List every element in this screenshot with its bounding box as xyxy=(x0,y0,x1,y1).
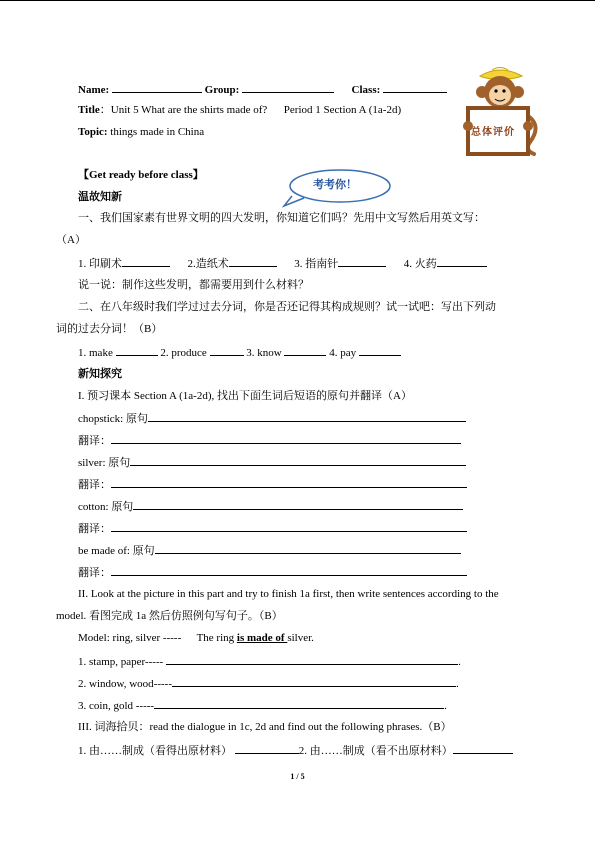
q1-item-1: 1. 印刷术 xyxy=(78,258,122,270)
part2-item-row-2: 2. window, wood----- . xyxy=(78,678,459,690)
part3-item-1: 1. 由……制成（看得出原材料） xyxy=(78,745,232,757)
word-row-silver xyxy=(78,455,466,470)
review-heading: 温故知新 xyxy=(78,191,122,203)
word-chopstick: chopstick: xyxy=(78,413,124,425)
q2-line1: 二、在八年级时我们学过过去分词，你是否还记得其构成规则？试一试吧：写出下列动 xyxy=(78,301,496,313)
title-label: Title xyxy=(78,104,100,116)
mascot-sign-text: 总体评价 xyxy=(471,127,515,138)
q2-blank-1[interactable] xyxy=(116,345,158,356)
q2-line2: 词的过去分词！（B） xyxy=(56,323,163,335)
monkey-mascot-icon xyxy=(458,66,542,158)
q2-item-4: 4. pay xyxy=(329,347,357,359)
translate-label: 翻译： xyxy=(78,435,111,447)
title-text: ：Unit 5 What are the shirts made of? Period 1 Section A (1a-2d) xyxy=(99,104,402,116)
translate-row-4 xyxy=(78,565,467,580)
translate-row-2 xyxy=(78,477,467,492)
translate-label: 翻译： xyxy=(78,523,111,535)
model-pre: The ring xyxy=(196,632,237,644)
source-label: 原句 xyxy=(125,413,148,425)
q1-blank-3[interactable] xyxy=(338,256,386,267)
group-label: Group: xyxy=(204,84,240,96)
q2-items xyxy=(78,345,401,360)
q1-line1: 一、我们国家素有世界文明的四大发明，你知道它们吗？先用中文写然后用英文写： xyxy=(78,212,485,224)
part2-item-1: 1. stamp, paper----- xyxy=(78,656,164,668)
word-be-made-of: be made of: xyxy=(78,545,130,557)
source-label: 原句 xyxy=(132,545,155,557)
part2-item-2: 2. window, wood----- xyxy=(78,678,172,690)
source-blank-3[interactable] xyxy=(133,499,463,510)
translate-row-3 xyxy=(78,521,467,536)
bubble-text: 考考你！ xyxy=(313,179,357,191)
part2-blank-3[interactable] xyxy=(154,698,444,709)
source-label: 原句 xyxy=(111,501,134,513)
model-row xyxy=(78,631,314,645)
translate-blank-4[interactable] xyxy=(111,565,467,576)
q1-item-4: 4. 火药 xyxy=(403,258,437,270)
part2-blank-2[interactable] xyxy=(172,676,456,687)
part3-intro: III. 词海拾贝：read the dialogue in 1c, 2d and find out the following phrases.（B） xyxy=(78,721,452,733)
q2-blank-4[interactable] xyxy=(359,345,401,356)
source-blank-1[interactable] xyxy=(148,411,466,422)
source-blank-2[interactable] xyxy=(130,455,466,466)
part3-item-2: 2. 由……制成（看不出原材料） xyxy=(298,745,453,757)
translate-blank-3[interactable] xyxy=(111,521,467,532)
word-cotton: cotton: xyxy=(78,501,109,513)
model-post: silver. xyxy=(287,632,314,644)
name-label: Name: xyxy=(78,84,110,96)
q1-follow: 说一说：制作这些发明，都需要用到什么材料？ xyxy=(78,279,309,291)
group-blank[interactable] xyxy=(242,82,334,93)
part2-item-row-1: 1. stamp, paper----- . xyxy=(78,656,461,668)
part2-line1: II. Look at the picture in this part and try to finish 1a first, then write sentences according to the xyxy=(78,588,499,600)
q1-blank-4[interactable] xyxy=(437,256,487,267)
new-heading: 新知探究 xyxy=(78,368,122,380)
q1-blank-2[interactable] xyxy=(229,256,277,267)
source-blank-4[interactable] xyxy=(155,543,461,554)
q2-item-1: 1. make xyxy=(78,347,113,359)
part3-blank-1[interactable] xyxy=(235,743,299,754)
q1-blank-1[interactable] xyxy=(122,256,170,267)
q2-blank-3[interactable] xyxy=(284,345,326,356)
model-key: is made of xyxy=(236,632,288,644)
class-blank[interactable] xyxy=(383,82,447,93)
translate-label: 翻译： xyxy=(78,479,111,491)
part2-item-row-3: 3. coin, gold ----- . xyxy=(78,700,447,712)
word-row-cotton xyxy=(78,499,463,514)
class-label: Class: xyxy=(351,84,381,96)
q1-item-3: 3. 指南针 xyxy=(294,258,339,270)
q1-line2: （A） xyxy=(56,234,86,246)
translate-row-1 xyxy=(78,433,461,448)
part2-blank-1[interactable] xyxy=(166,654,458,665)
top-border xyxy=(0,0,595,1)
word-row-chopstick xyxy=(78,411,466,426)
topic-label: Topic: xyxy=(78,126,108,138)
translate-blank-2[interactable] xyxy=(111,477,467,488)
q2-item-2: 2. produce xyxy=(160,347,207,359)
q1-item-2: 2.造纸术 xyxy=(187,258,229,270)
part2-line2: model. 看图完成 1a 然后仿照例句写句子。（B） xyxy=(56,610,283,622)
title-row xyxy=(78,103,401,117)
q2-blank-2[interactable] xyxy=(210,345,244,356)
word-row-be-made-of xyxy=(78,543,461,558)
source-label: 原句 xyxy=(108,457,131,469)
part3-items-row xyxy=(78,743,513,758)
name-blank[interactable] xyxy=(112,82,202,93)
part1-intro: I. 预习课本 Section A (1a-2d), 找出下面生词后短语的原句并翻译（A） xyxy=(78,390,412,402)
part3-blank-2[interactable] xyxy=(453,743,513,754)
header-row-1 xyxy=(78,82,447,97)
page-number: 1 / 5 xyxy=(290,772,305,781)
model-label: Model: ring, silver ----- xyxy=(78,632,182,644)
topic-text: things made in China xyxy=(107,126,205,138)
translate-blank-1[interactable] xyxy=(111,433,461,444)
part2-item-3: 3. coin, gold ----- xyxy=(78,700,155,712)
topic-row xyxy=(78,125,204,139)
q1-items xyxy=(78,256,487,271)
section-get-ready: 【Get ready before class】 xyxy=(78,169,204,181)
translate-label: 翻译： xyxy=(78,567,111,579)
q2-item-3: 3. know xyxy=(246,347,282,359)
word-silver: silver: xyxy=(78,457,106,469)
